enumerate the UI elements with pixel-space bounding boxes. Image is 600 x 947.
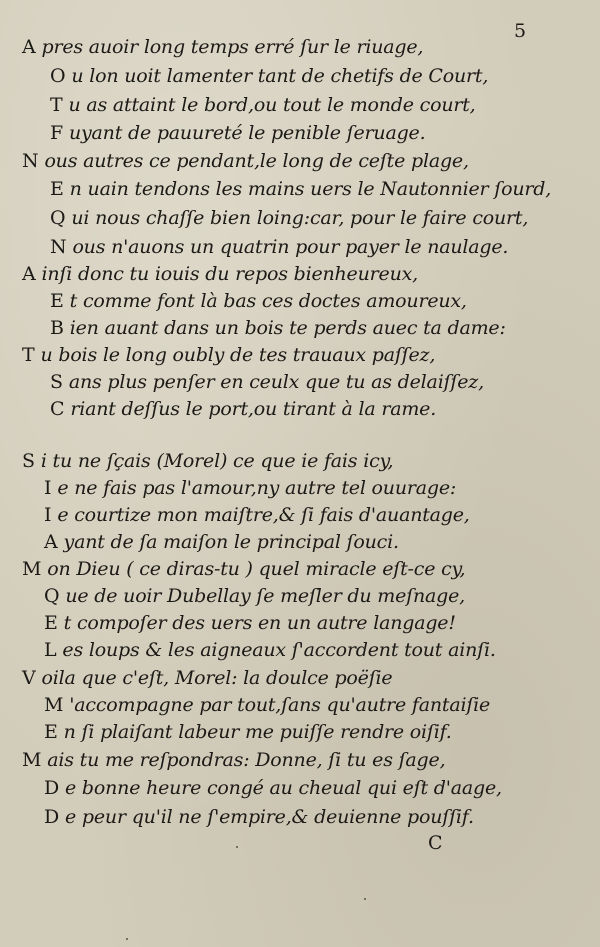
verse-line: L es loups & les aigneaux ſ'accordent tout ainſi.: [44, 639, 496, 661]
verse-line: V oila que c'eſt, Morel: la doulce poëſie: [22, 667, 393, 689]
verse-line: A yant de ſa maiſon le principal ſouci.: [44, 531, 399, 553]
verse-line: E n ſi plaiſant labeur me puiſſe rendre oiſif.: [44, 721, 452, 743]
verse-line: M 'accompagne par tout,ſans qu'autre fantaiſie: [44, 694, 491, 716]
verse-line: E t compoſer des uers en un autre langage!: [44, 612, 456, 634]
verse-line: D e bonne heure congé au cheual qui eſt d'aage,: [44, 777, 502, 799]
verse-line: T u as attaint le bord,ou tout le monde court,: [50, 94, 476, 116]
verse-line: N ous autres ce pendant,le long de ceſte plage,: [22, 150, 469, 172]
verse-line: N ous n'auons un quatrin pour payer le naulage.: [50, 236, 509, 258]
page-number: 5: [514, 20, 527, 42]
ink-speck: [236, 846, 238, 848]
verse-line: E t comme font là bas ces doctes amoureux,: [50, 290, 467, 312]
verse-line: M ais tu me reſpondras: Donne, ſi tu es ſage,: [22, 749, 446, 771]
verse-line: I e ne fais pas l'amour,ny autre tel ouurage:: [44, 477, 457, 499]
verse-line: A inſi donc tu iouis du repos bienheureux,: [22, 263, 418, 285]
verse-line: S i tu ne ſçais (Morel) ce que ie fais icy,: [22, 450, 394, 472]
verse-line: C riant deſſus le port,ou tirant à la rame.: [50, 398, 437, 420]
ink-speck: [364, 898, 366, 900]
verse-line: M on Dieu ( ce diras-tu ) quel miracle eſt-ce cy,: [22, 558, 466, 580]
ink-speck: [126, 938, 128, 940]
verse-line: I e courtize mon maiſtre,& ſi fais d'auantage,: [44, 504, 470, 526]
verse-line: Q ue de uoir Dubellay ſe meſler du meſnage,: [44, 585, 465, 607]
verse-line: D e peur qu'il ne ſ'empire,& deuienne pouſſif.: [44, 806, 474, 828]
verse-line: F uyant de pauureté le penible ſeruage.: [50, 122, 426, 144]
verse-line: E n uain tendons les mains uers le Nautonnier ſourd,: [50, 178, 552, 200]
signature-mark: C: [428, 832, 443, 854]
verse-line: B ien auant dans un bois te perds auec ta dame:: [50, 317, 506, 339]
verse-line: A pres auoir long temps erré ſur le riuage,: [22, 36, 424, 58]
verse-line: O u lon uoit lamenter tant de chetifs de Court,: [50, 65, 489, 87]
verse-line: T u bois le long oubly de tes trauaux paſſez,: [22, 344, 436, 366]
verse-line: Q ui nous chaſſe bien loing:car, pour le faire court,: [50, 207, 529, 229]
verse-line: S ans plus penſer en ceulx que tu as delaiſſez,: [50, 371, 484, 393]
